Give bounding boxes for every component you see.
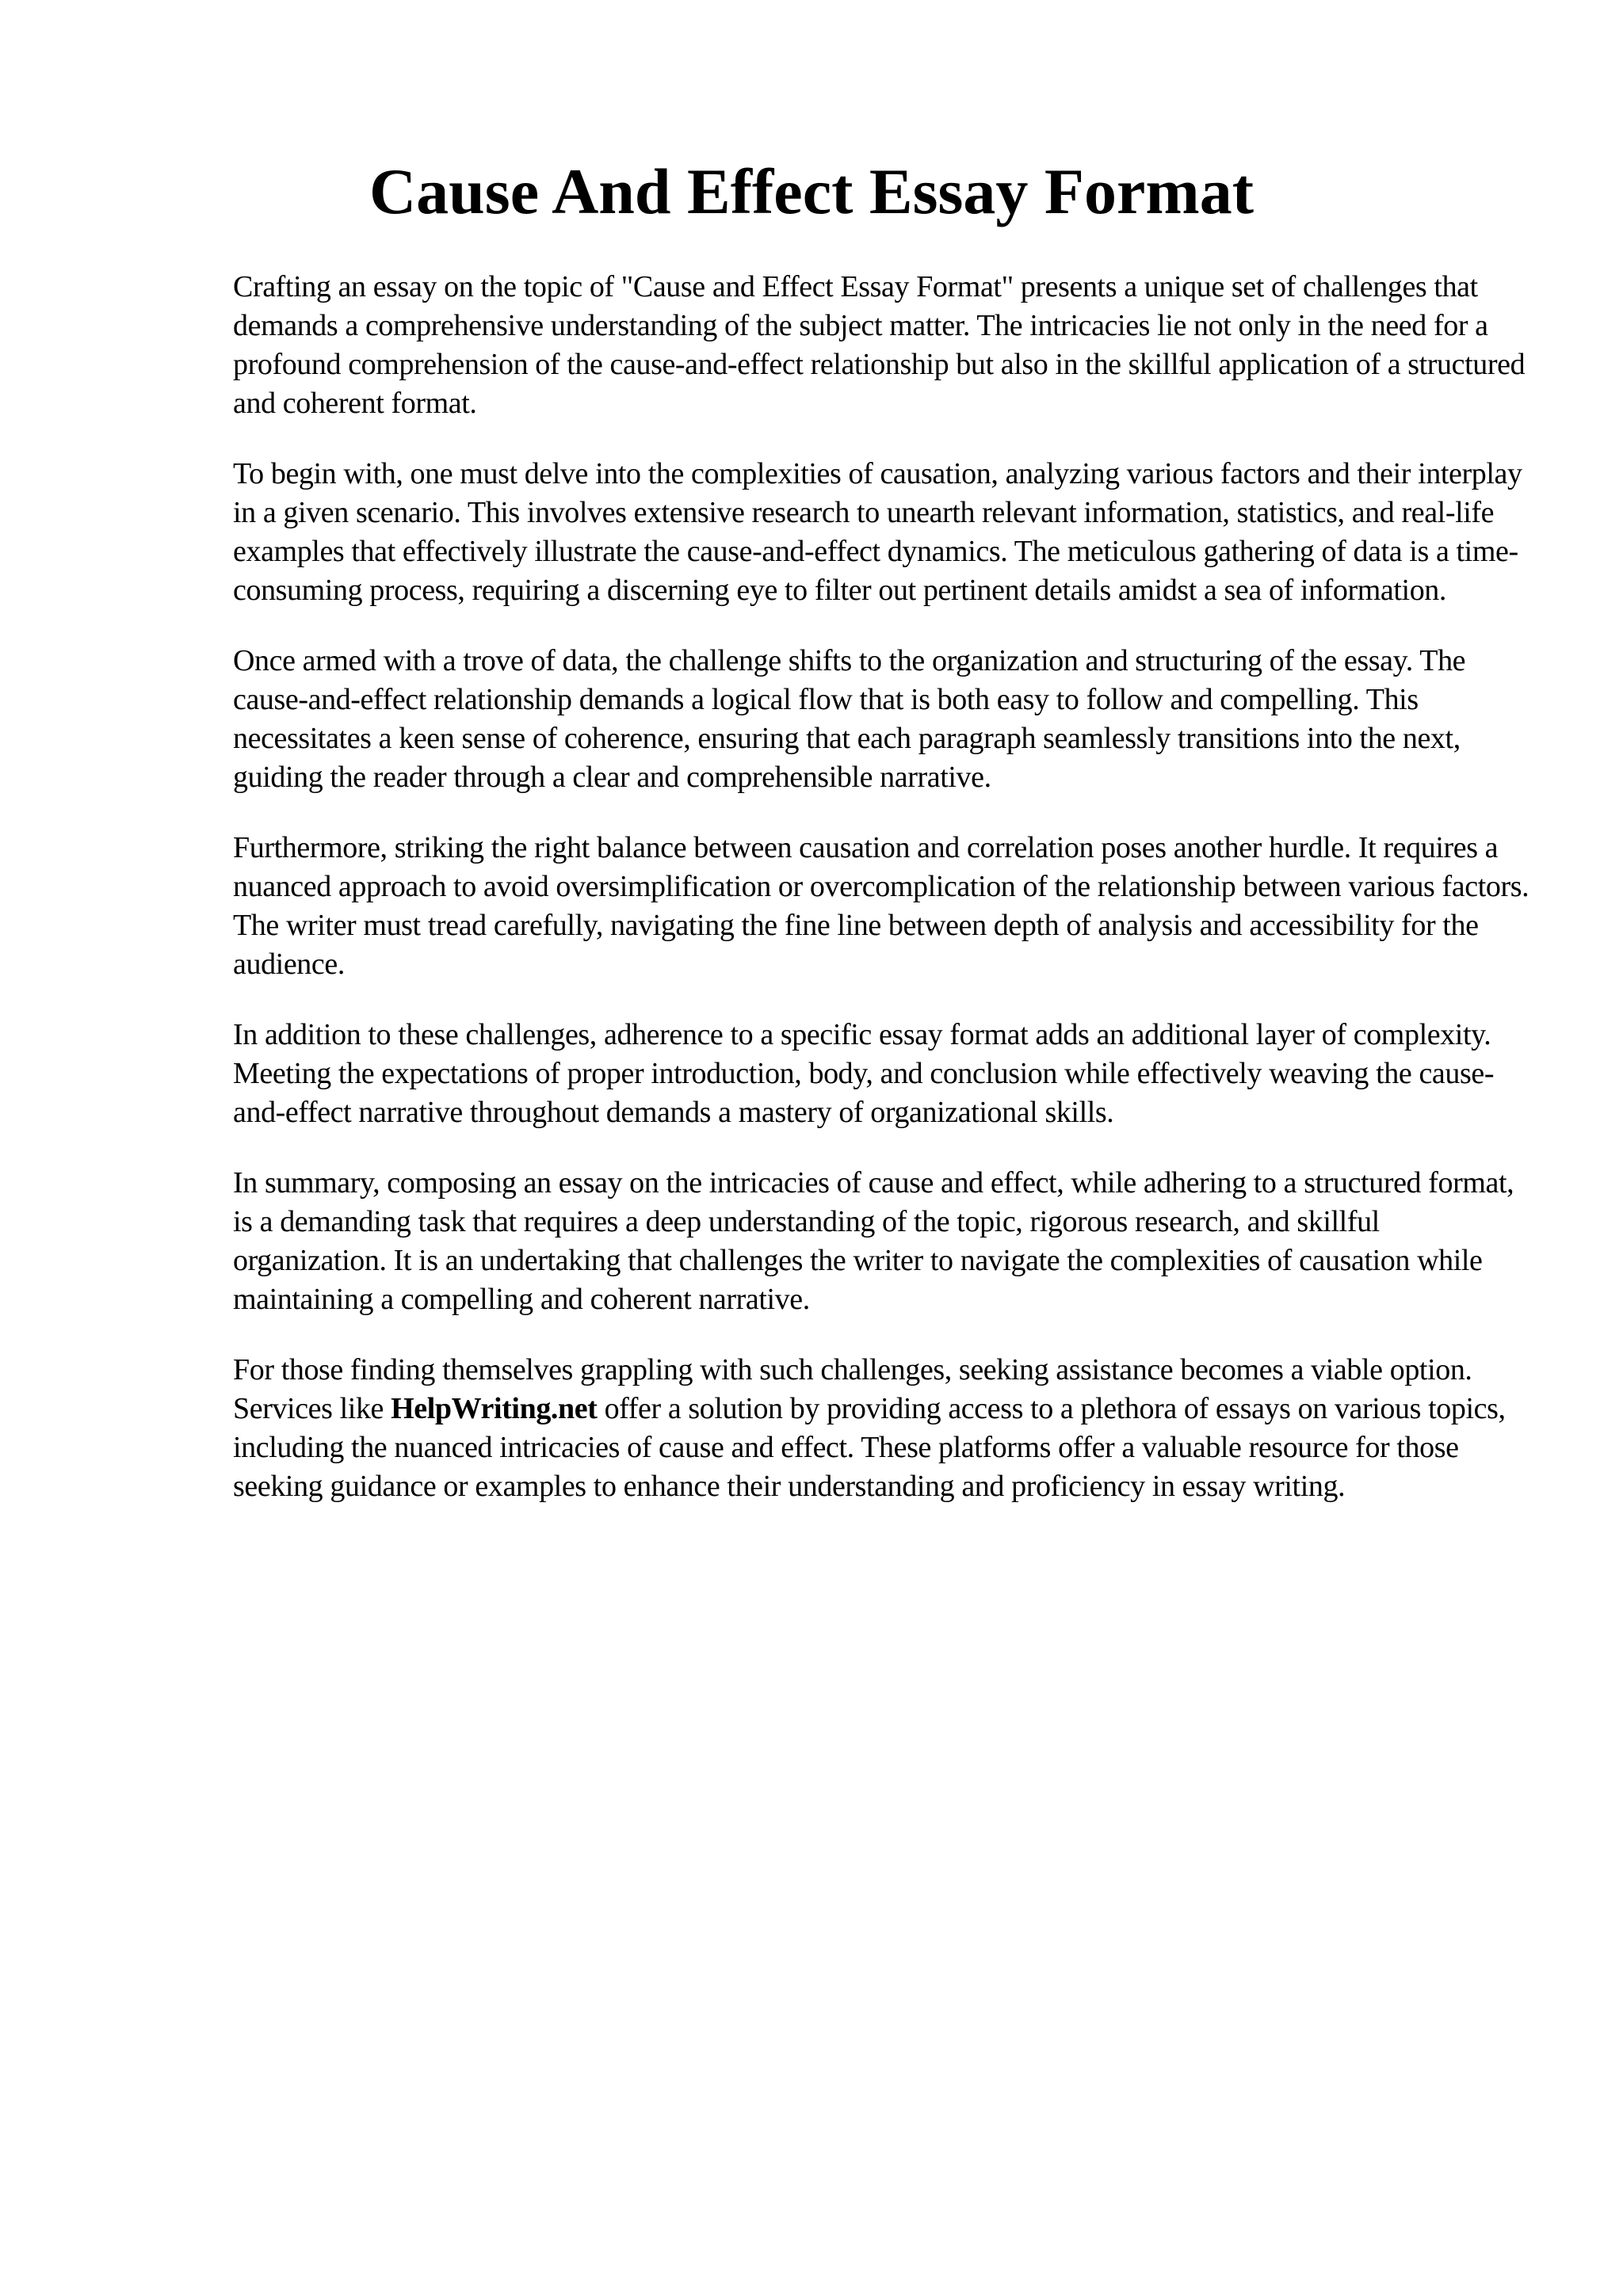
paragraph-7 (233, 1351, 1537, 1506)
paragraph-1: Crafting an essay on the topic of "Cause and Effect Essay Format" presents a unique set of challenges that demands a comprehensive understanding of the subject matter. The intricacies lie not only in the need for a profound comprehension of the cause-and-effect relationship but also in the skillful application of a structured and coherent format. (233, 270, 1526, 420)
paragraph-7-text-after: offer a solution by providing access to a plethora of essays on various topics, including the nuanced intricacies of cause and effect. These platforms offer a valuable resource for those seeking guidance or examples to enhance their understanding and proficiency in essay writing. (233, 1392, 1506, 1503)
brand-name: HelpWriting.net (391, 1392, 598, 1425)
paragraph-2: To begin with, one must delve into the complexities of causation, analyzing various factors and their interplay in a given scenario. This involves extensive research to unearth relevant information, statistics, and real-life examples that effectively illustrate the cause-and-effect dynamics. The meticulous gathering of data is a time-consuming process, requiring a discerning eye to filter out pertinent details amidst a sea of information. (233, 457, 1522, 607)
document-body (233, 268, 1537, 1538)
paragraph-4: Furthermore, striking the right balance between causation and correlation poses another hurdle. It requires a nuanced approach to avoid oversimplification or overcomplication of the relationship between various factors. The writer must tread carefully, navigating the fine line between depth of analysis and accessibility for the audience. (233, 831, 1529, 981)
paragraph-3: Once armed with a trove of data, the challenge shifts to the organization and structuring of the essay. The cause-and-effect relationship demands a logical flow that is both easy to follow and compelling. This necessitates a keen sense of coherence, ensuring that each paragraph seamlessly transitions into the next, guiding the reader through a clear and comprehensible narrative. (233, 644, 1466, 794)
paragraph-6: In summary, composing an essay on the intricacies of cause and effect, while adhering to a structured format, is a demanding task that requires a deep understanding of the topic, rigorous research, and skillful organization. It is an undertaking that challenges the writer to navigate the complexities of causation while maintaining a compelling and coherent narrative. (233, 1166, 1514, 1316)
paragraph-5: In addition to these challenges, adherence to a specific essay format adds an additional layer of complexity. Meeting the expectations of proper introduction, body, and conclusion while effectively weaving the cause-and-effect narrative throughout demands a mastery of organizational skills. (233, 1018, 1495, 1129)
document-title: Cause And Effect Essay Format (369, 155, 1254, 227)
paragraph-7-text-before: For those finding themselves grappling with such challenges, seeking assistance becomes a viable option. Services like (233, 1353, 1472, 1425)
